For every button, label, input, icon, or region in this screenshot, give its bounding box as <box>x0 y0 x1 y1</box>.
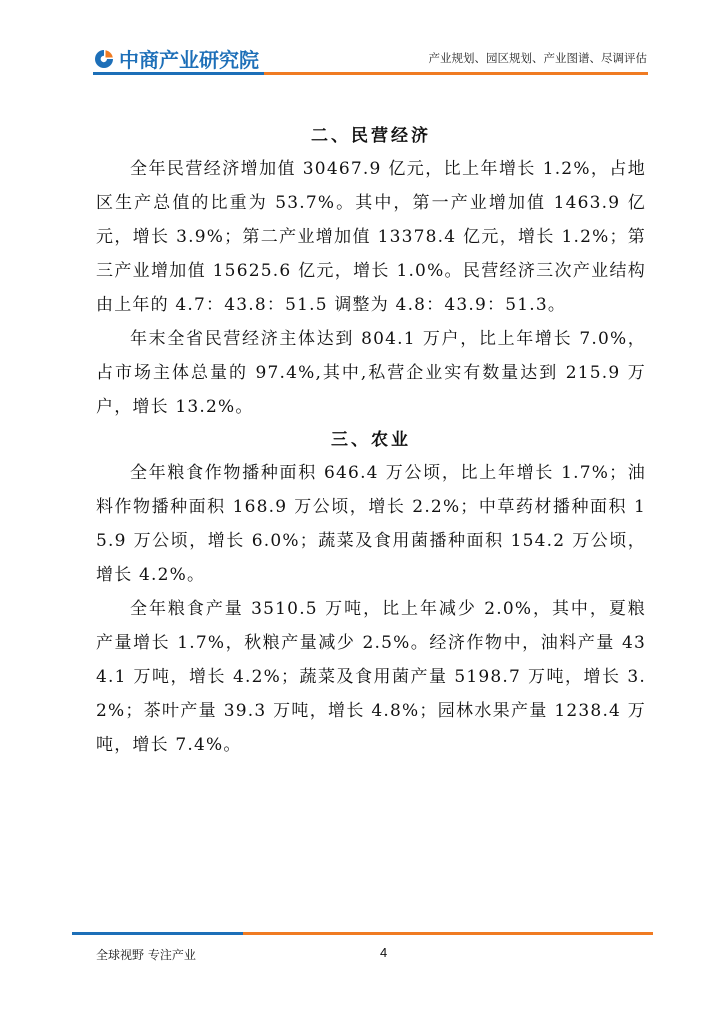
paragraph: 全年粮食作物播种面积 646.4 万公顷，比上年增长 1.7%；油料作物播种面积 168.9 万公顷，增长 2.2%；中草药材播种面积 15.9 万公顷，增长 6.0%；蔬菜及食用菌播种面积 154.2 万公顷，增长 4.2%。 <box>96 463 646 585</box>
footer-divider-blue <box>72 932 243 935</box>
section-private-economy <box>96 120 646 424</box>
section-title: 二、民营经济 <box>311 126 431 146</box>
footer-slogan: 全球视野 专注产业 <box>96 948 196 962</box>
logo-text: 中商产业研究院 <box>119 48 259 72</box>
logo-icon <box>93 48 115 70</box>
page-header <box>0 0 724 80</box>
footer-divider-orange <box>243 932 653 935</box>
document-body <box>96 120 646 762</box>
header-divider-blue <box>93 72 264 75</box>
section-title: 三、农业 <box>331 430 411 450</box>
header-divider-orange <box>264 72 648 75</box>
header-tagline: 产业规划、园区规划、产业图谱、尽调评估 <box>428 51 647 65</box>
paragraph: 年末全省民营经济主体达到 804.1 万户，比上年增长 7.0%，占市场主体总量的 97.4%,其中,私营企业实有数量达到 215.9 万户，增长 13.2%。 <box>96 329 646 417</box>
paragraph: 全年粮食产量 3510.5 万吨，比上年减少 2.0%，其中，夏粮产量增长 1.7%，秋粮产量减少 2.5%。经济作物中，油料产量 434.1 万吨，增长 4.2%；蔬菜及食用菌产量 5198.7 万吨，增长 3.2%；茶叶产量 39.3 万吨，增长 4.8%；园林水果产量 1238.4 万吨，增长 7.4%。 <box>96 599 646 755</box>
paragraph: 全年民营经济增加值 30467.9 亿元，比上年增长 1.2%，占地区生产总值的比重为 53.7%。其中，第一产业增加值 1463.9 亿元，增长 3.9%；第二产业增加值 13378.4 亿元，增长 1.2%；第三产业增加值 15625.6 亿元，增长 1.0%。民营经济三次产业结构由上年的 4.7：43.8：51.5 调整为 4.8：43.9：51.3。 <box>96 159 646 315</box>
brand-logo <box>93 44 259 73</box>
section-agriculture <box>96 424 646 762</box>
page-number: 4 <box>380 945 388 960</box>
